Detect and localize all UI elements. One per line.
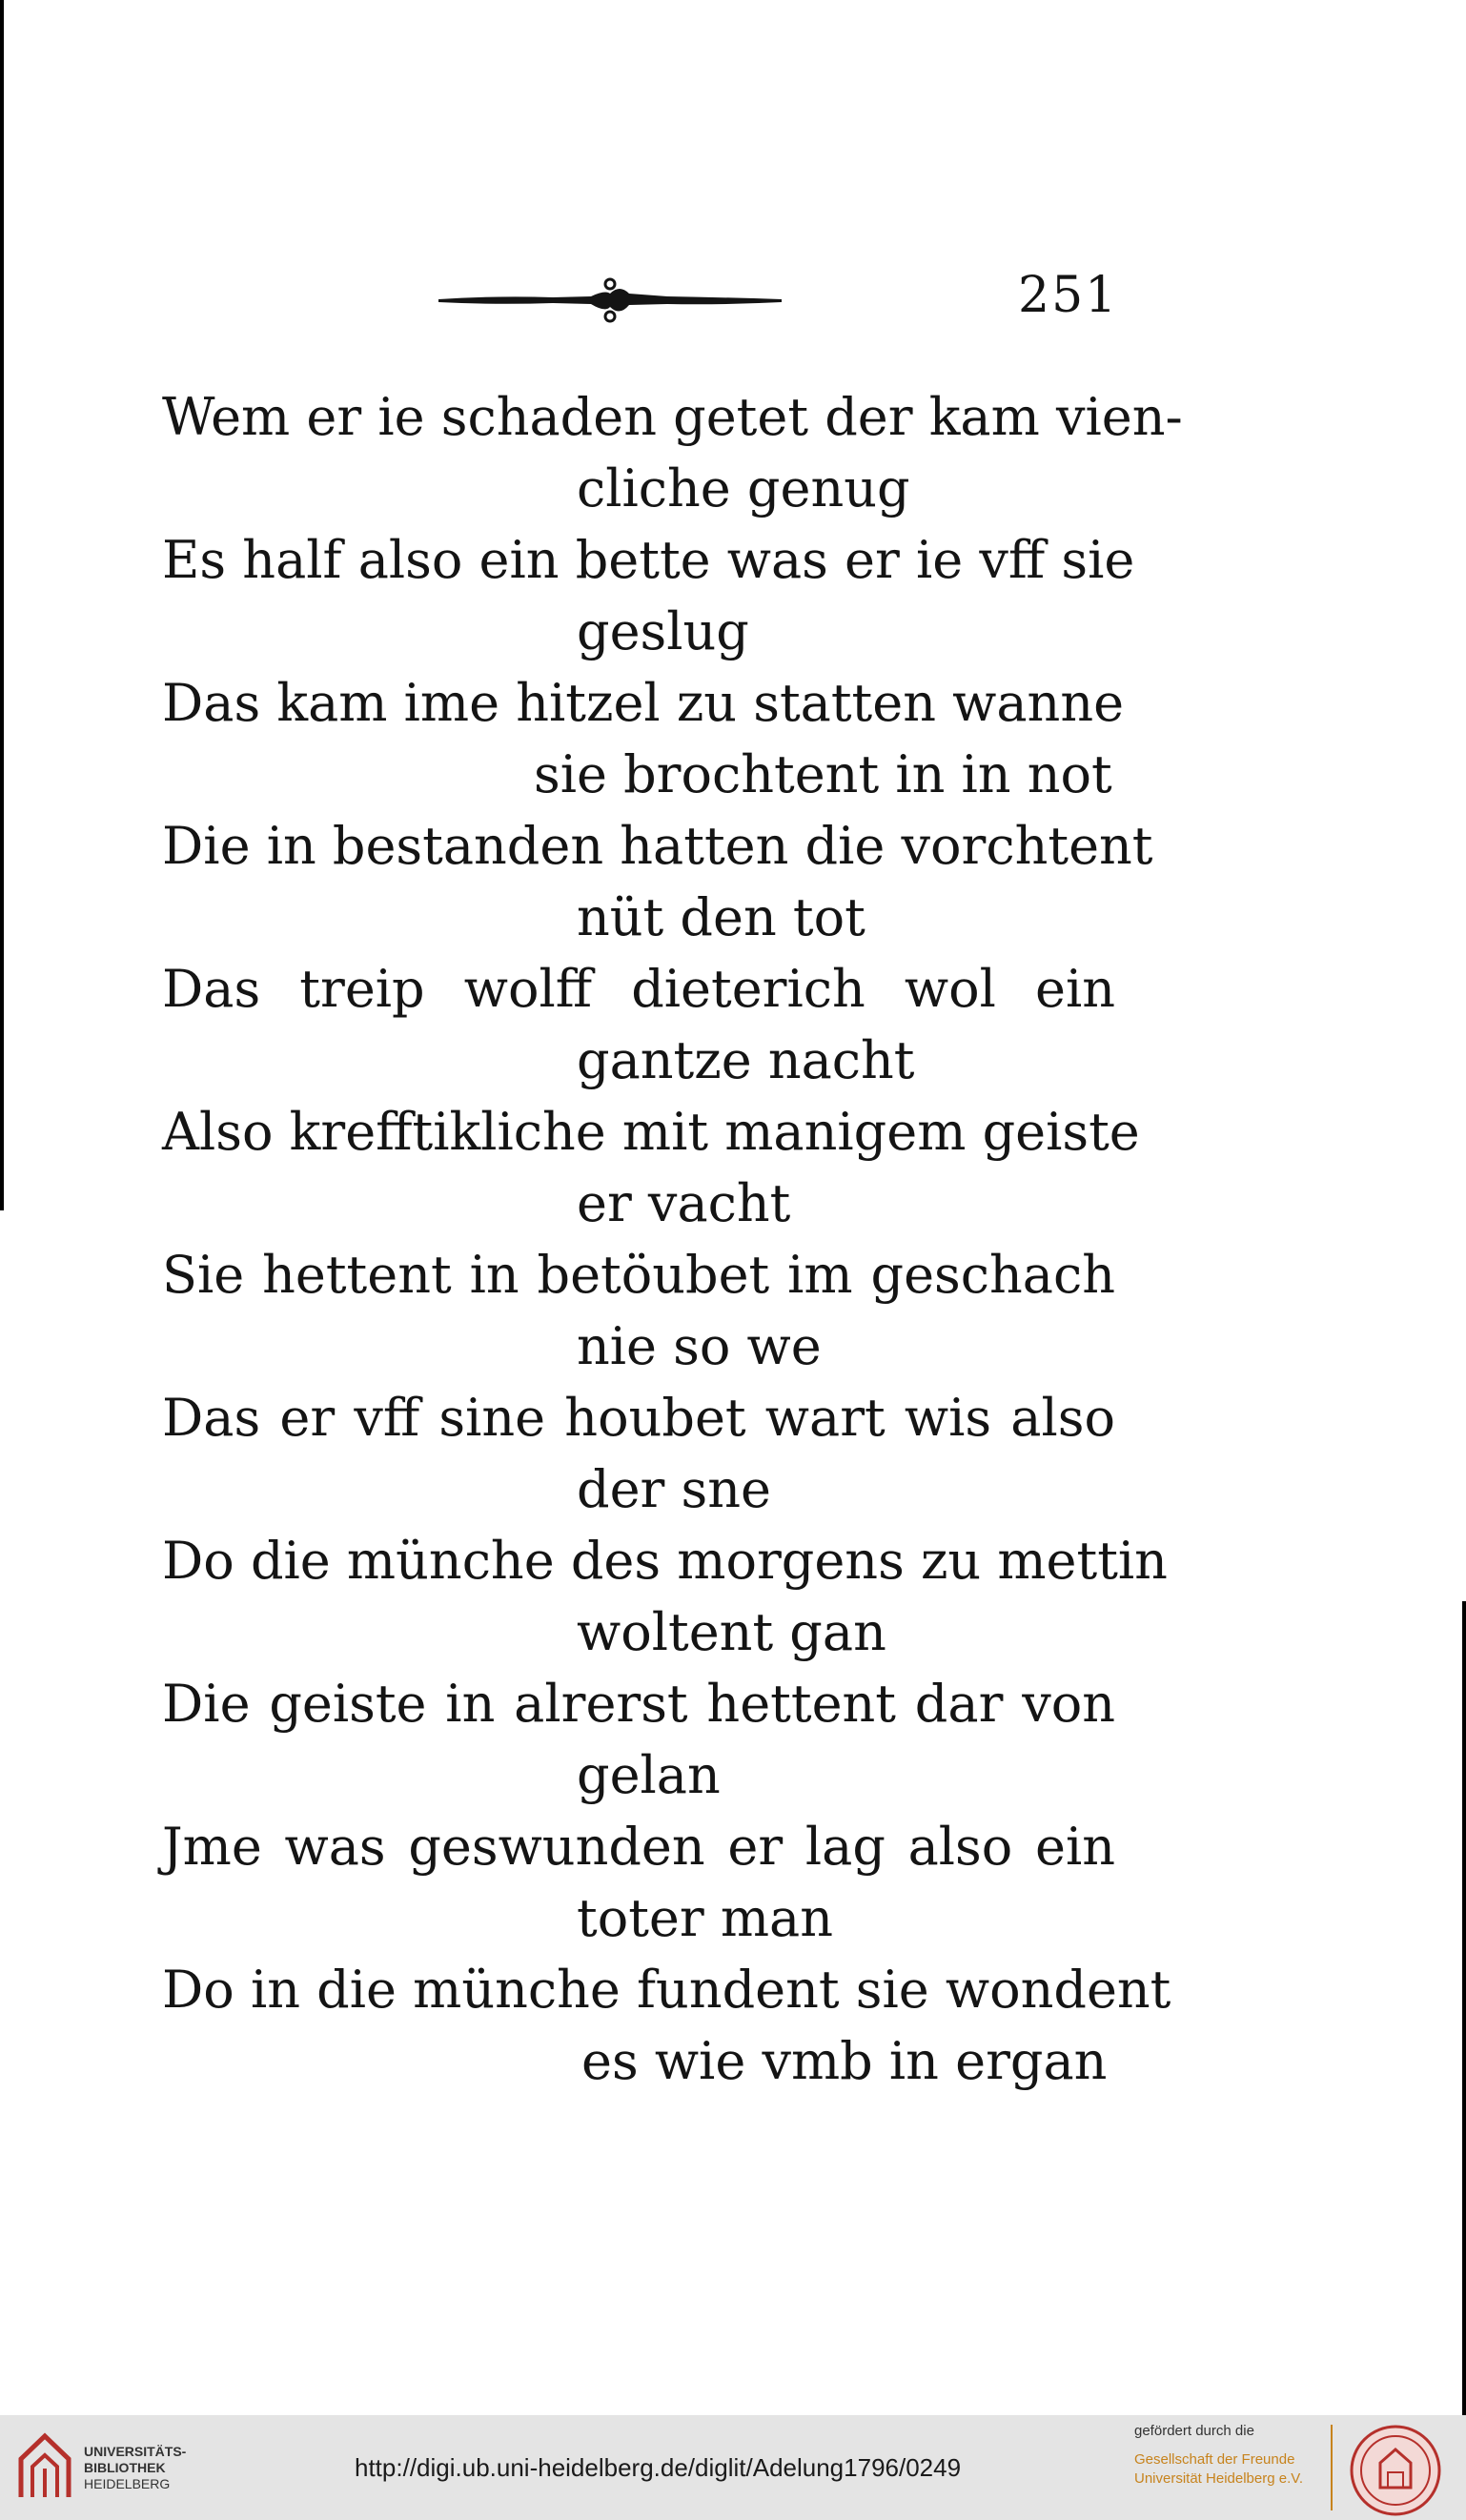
page-header [0, 267, 1466, 343]
verse-continuation: woltent gan [577, 1602, 886, 1662]
footer-bar [0, 2415, 1466, 2520]
verse-continuation: es wie vmb in ergan [581, 2031, 1108, 2091]
verse-line: Es half also ein bette was er ie vff sie [162, 530, 1135, 590]
verse-continuation: geslug [577, 601, 749, 661]
verse-continuation: toter man [577, 1888, 834, 1948]
verse-line: Also krefftikliche mit manigem geiste [162, 1102, 1140, 1162]
sponsor-name: Universität Heidelberg e.V. [1134, 2470, 1304, 2487]
ornament-icon [438, 276, 782, 324]
verse [162, 1954, 1171, 2097]
scan-edge-left [0, 0, 4, 1210]
permalink-url[interactable]: http://digi.ub.uni-heidelberg.de/diglit/Adelung1796/0249 [355, 2453, 962, 2482]
verse-continuation: der sne [577, 1459, 771, 1519]
verse [162, 810, 1153, 953]
verse-continuation: gelan [577, 1745, 721, 1805]
sponsor-name: Gesellschaft der Freunde [1134, 2451, 1295, 2468]
verse-continuation: nie so we [577, 1316, 822, 1376]
verse [162, 1668, 1115, 1811]
verse [162, 381, 1183, 524]
verse-line: Wem er ie schaden getet der kam vien- [162, 387, 1183, 447]
verse-continuation: er vacht [577, 1173, 791, 1233]
verse-line: Das treip wolff dieterich wol ein [162, 959, 1115, 1019]
poem-text [162, 381, 1183, 2097]
verse-continuation: sie brochtent in in not [534, 744, 1112, 804]
verse-line: Do in die münche fundent sie wondent [162, 1960, 1171, 2020]
verse-line: Sie hettent in betöubet im geschach [162, 1245, 1115, 1305]
sponsor-intro: gefördert durch die [1134, 2423, 1254, 2439]
verse-line: Die in bestanden hatten die vorchtent [162, 816, 1153, 876]
library-name-line: UNIVERSITÄTS- [84, 2444, 187, 2459]
verse [162, 1382, 1115, 1525]
verse [162, 1525, 1168, 1668]
verse-line: Das er vff sine houbet wart wis also [162, 1388, 1115, 1448]
library-logo-icon [17, 2430, 72, 2503]
verse-continuation: cliche genug [577, 458, 910, 518]
library-name-line: HEIDELBERG [84, 2476, 171, 2491]
verse [162, 524, 1135, 667]
verse [162, 1096, 1140, 1239]
library-name [84, 2444, 186, 2492]
footer-divider [1331, 2425, 1333, 2510]
verse [162, 667, 1125, 810]
verse [162, 1239, 1115, 1382]
verse-line: Do die münche des morgens zu mettin [162, 1531, 1168, 1591]
page-number: 251 [1018, 267, 1119, 324]
verse-continuation: nüt den tot [577, 887, 865, 947]
verse-line: Jme was geswunden er lag also ein [162, 1817, 1115, 1877]
verse-continuation: gantze nacht [577, 1030, 915, 1090]
verse [162, 1811, 1115, 1954]
university-seal-icon [1348, 2423, 1443, 2518]
verse-line: Die geiste in alrerst hettent dar von [162, 1674, 1115, 1734]
scan-edge-right [1462, 1601, 1466, 2421]
verse [162, 953, 1115, 1096]
verse-line: Das kam ime hitzel zu statten wanne [162, 673, 1125, 733]
library-name-line: BIBLIOTHEK [84, 2460, 166, 2475]
